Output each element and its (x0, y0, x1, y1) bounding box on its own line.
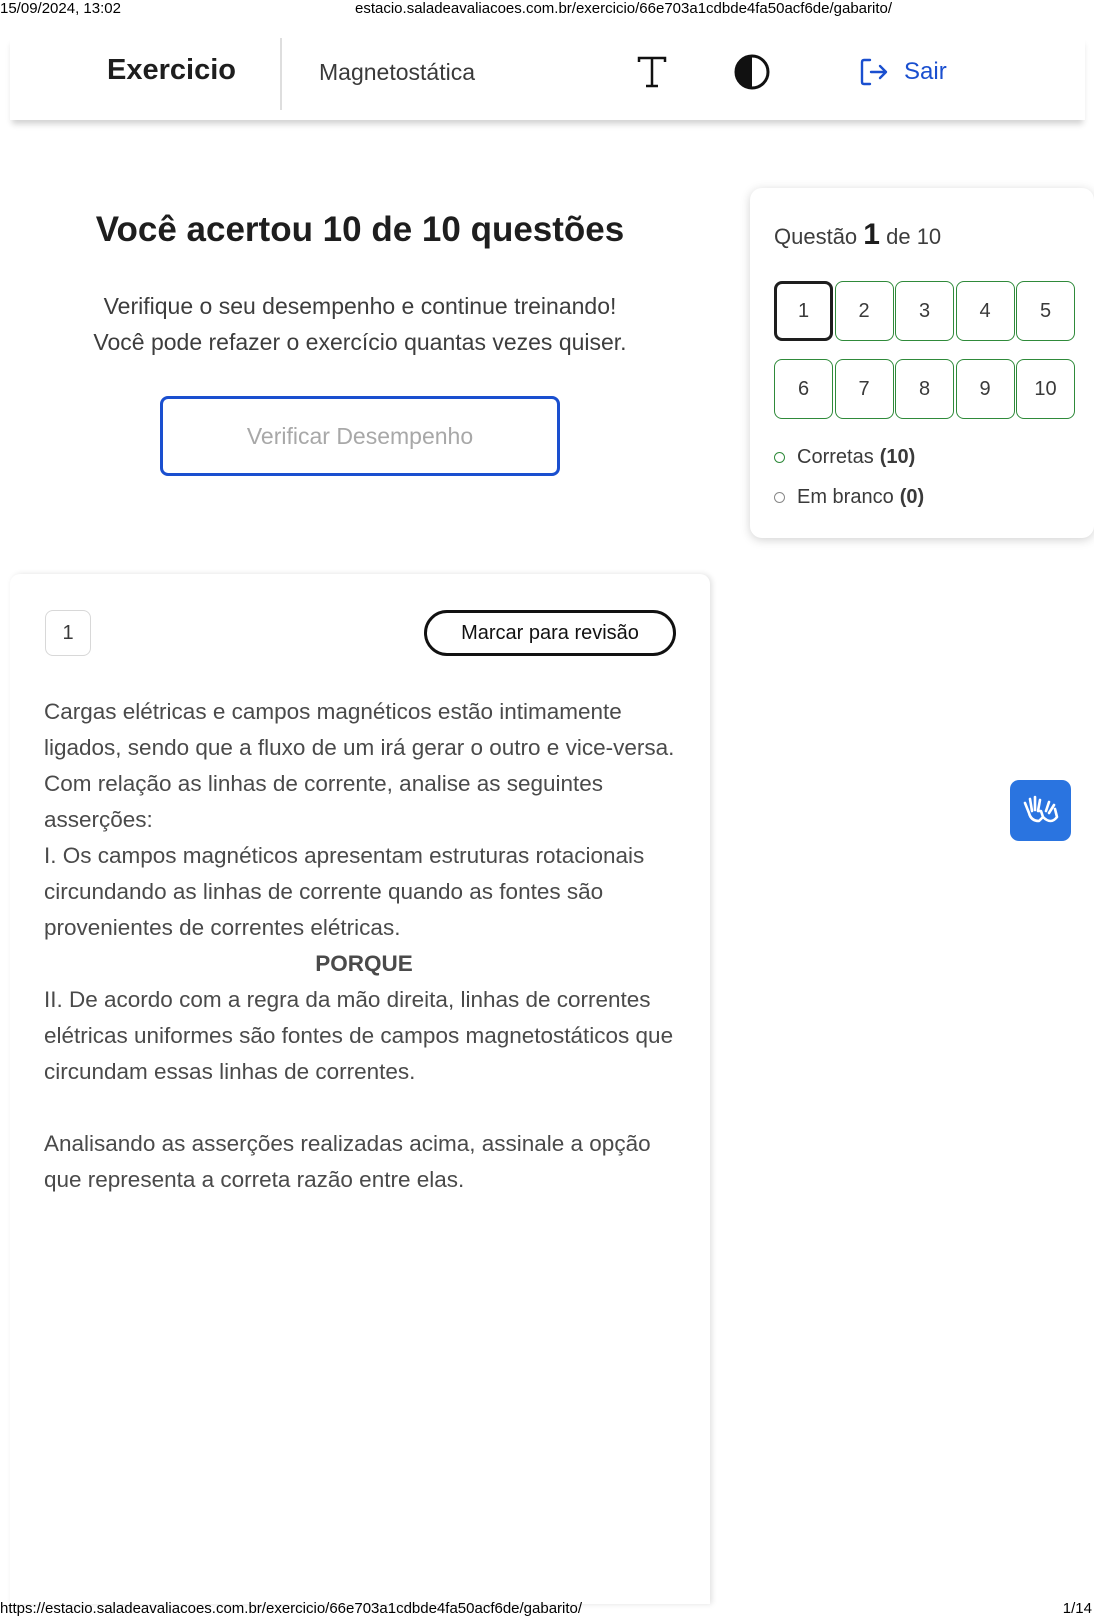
question-nav-button[interactable]: 9 (956, 359, 1015, 419)
header-divider (280, 38, 282, 110)
question-nav-button[interactable]: 1 (774, 281, 833, 341)
sign-language-icon (1021, 791, 1061, 831)
legend-blank (774, 486, 924, 509)
question-number-badge: 1 (45, 610, 91, 656)
question-statement (44, 694, 684, 1198)
question-nav-button[interactable]: 5 (1016, 281, 1075, 341)
correct-dot-icon (774, 452, 785, 463)
result-title: Você acertou 10 de 10 questões (95, 210, 625, 249)
question-nav-button[interactable]: 8 (895, 359, 954, 419)
legend-blank-count: (0) (899, 486, 925, 508)
text-size-icon (635, 55, 669, 89)
question-nav-button[interactable]: 4 (956, 281, 1015, 341)
paragraph-gap (44, 1090, 684, 1126)
mark-for-review-button[interactable]: Marcar para revisão (424, 610, 676, 656)
app-header (10, 36, 1085, 120)
sign-language-widget[interactable] (1010, 780, 1071, 841)
logout-button[interactable] (858, 54, 947, 90)
question-intro: Cargas elétricas e campos magnéticos estão intimamente ligados, sendo que a fluxo de um irá gerar o outro e vice-versa. Com relação as linhas de corrente, analise as seguintes asserções: (44, 699, 675, 832)
navigator-suffix: de 10 (886, 224, 942, 249)
question-prompt: Analisando as asserções realizadas acima, assinale a opção que representa a correta razão entre elas. (44, 1131, 651, 1192)
subject-title: Magnetostática (319, 59, 475, 85)
print-datetime: 15/09/2024, 13:02 (0, 0, 121, 17)
question-card (10, 574, 710, 1604)
assertion-connector: PORQUE (315, 951, 413, 976)
blank-dot-icon (774, 492, 785, 503)
question-nav-button[interactable]: 7 (835, 359, 894, 419)
navigator-current: 1 (863, 218, 880, 251)
print-header (0, 0, 1094, 20)
legend-blank-label: Em branco (797, 486, 894, 508)
legend-correct-count: (10) (879, 446, 916, 468)
print-footer (0, 1600, 1094, 1620)
contrast-button[interactable] (732, 52, 772, 92)
result-line-1: Verifique o seu desempenho e continue treinando! (103, 293, 617, 319)
legend-correct (774, 446, 915, 469)
navigator-prefix: Questão (774, 224, 858, 249)
result-subtitle (10, 288, 710, 360)
navigator-title (774, 218, 941, 252)
logout-icon (858, 56, 890, 88)
assertion-1: I. Os campos magnéticos apresentam estruturas rotacionais circundando as linhas de corrente quando as fontes são provenientes de correntes elétricas. (44, 843, 645, 940)
print-page-number: 1/14 (1062, 1600, 1092, 1617)
result-line-2: Você pode refazer o exercício quantas vezes quiser. (93, 329, 627, 355)
logout-label: Sair (904, 58, 947, 85)
brand-title: Exercicio (107, 54, 236, 86)
print-url: estacio.saladeavaliacoes.com.br/exercicio/66e703a1cdbde4fa50acf6de/gabarito/ (355, 0, 893, 17)
contrast-icon (733, 53, 771, 91)
question-nav-button[interactable]: 3 (895, 281, 954, 341)
font-size-button[interactable] (632, 52, 672, 92)
question-nav-button[interactable]: 2 (835, 281, 894, 341)
question-nav-button[interactable]: 6 (774, 359, 833, 419)
print-footer-url: https://estacio.saladeavaliacoes.com.br/exercicio/66e703a1cdbde4fa50acf6de/gabarito/ (0, 1600, 583, 1617)
question-nav-button[interactable]: 10 (1016, 359, 1075, 419)
question-navigator (750, 188, 1094, 538)
legend-correct-label: Corretas (797, 446, 874, 468)
verify-performance-button[interactable]: Verificar Desempenho (160, 396, 560, 476)
assertion-2: II. De acordo com a regra da mão direita, linhas de correntes elétricas uniformes são fontes de campos magnetostáticos que circundam essas linhas de correntes. (44, 987, 674, 1084)
